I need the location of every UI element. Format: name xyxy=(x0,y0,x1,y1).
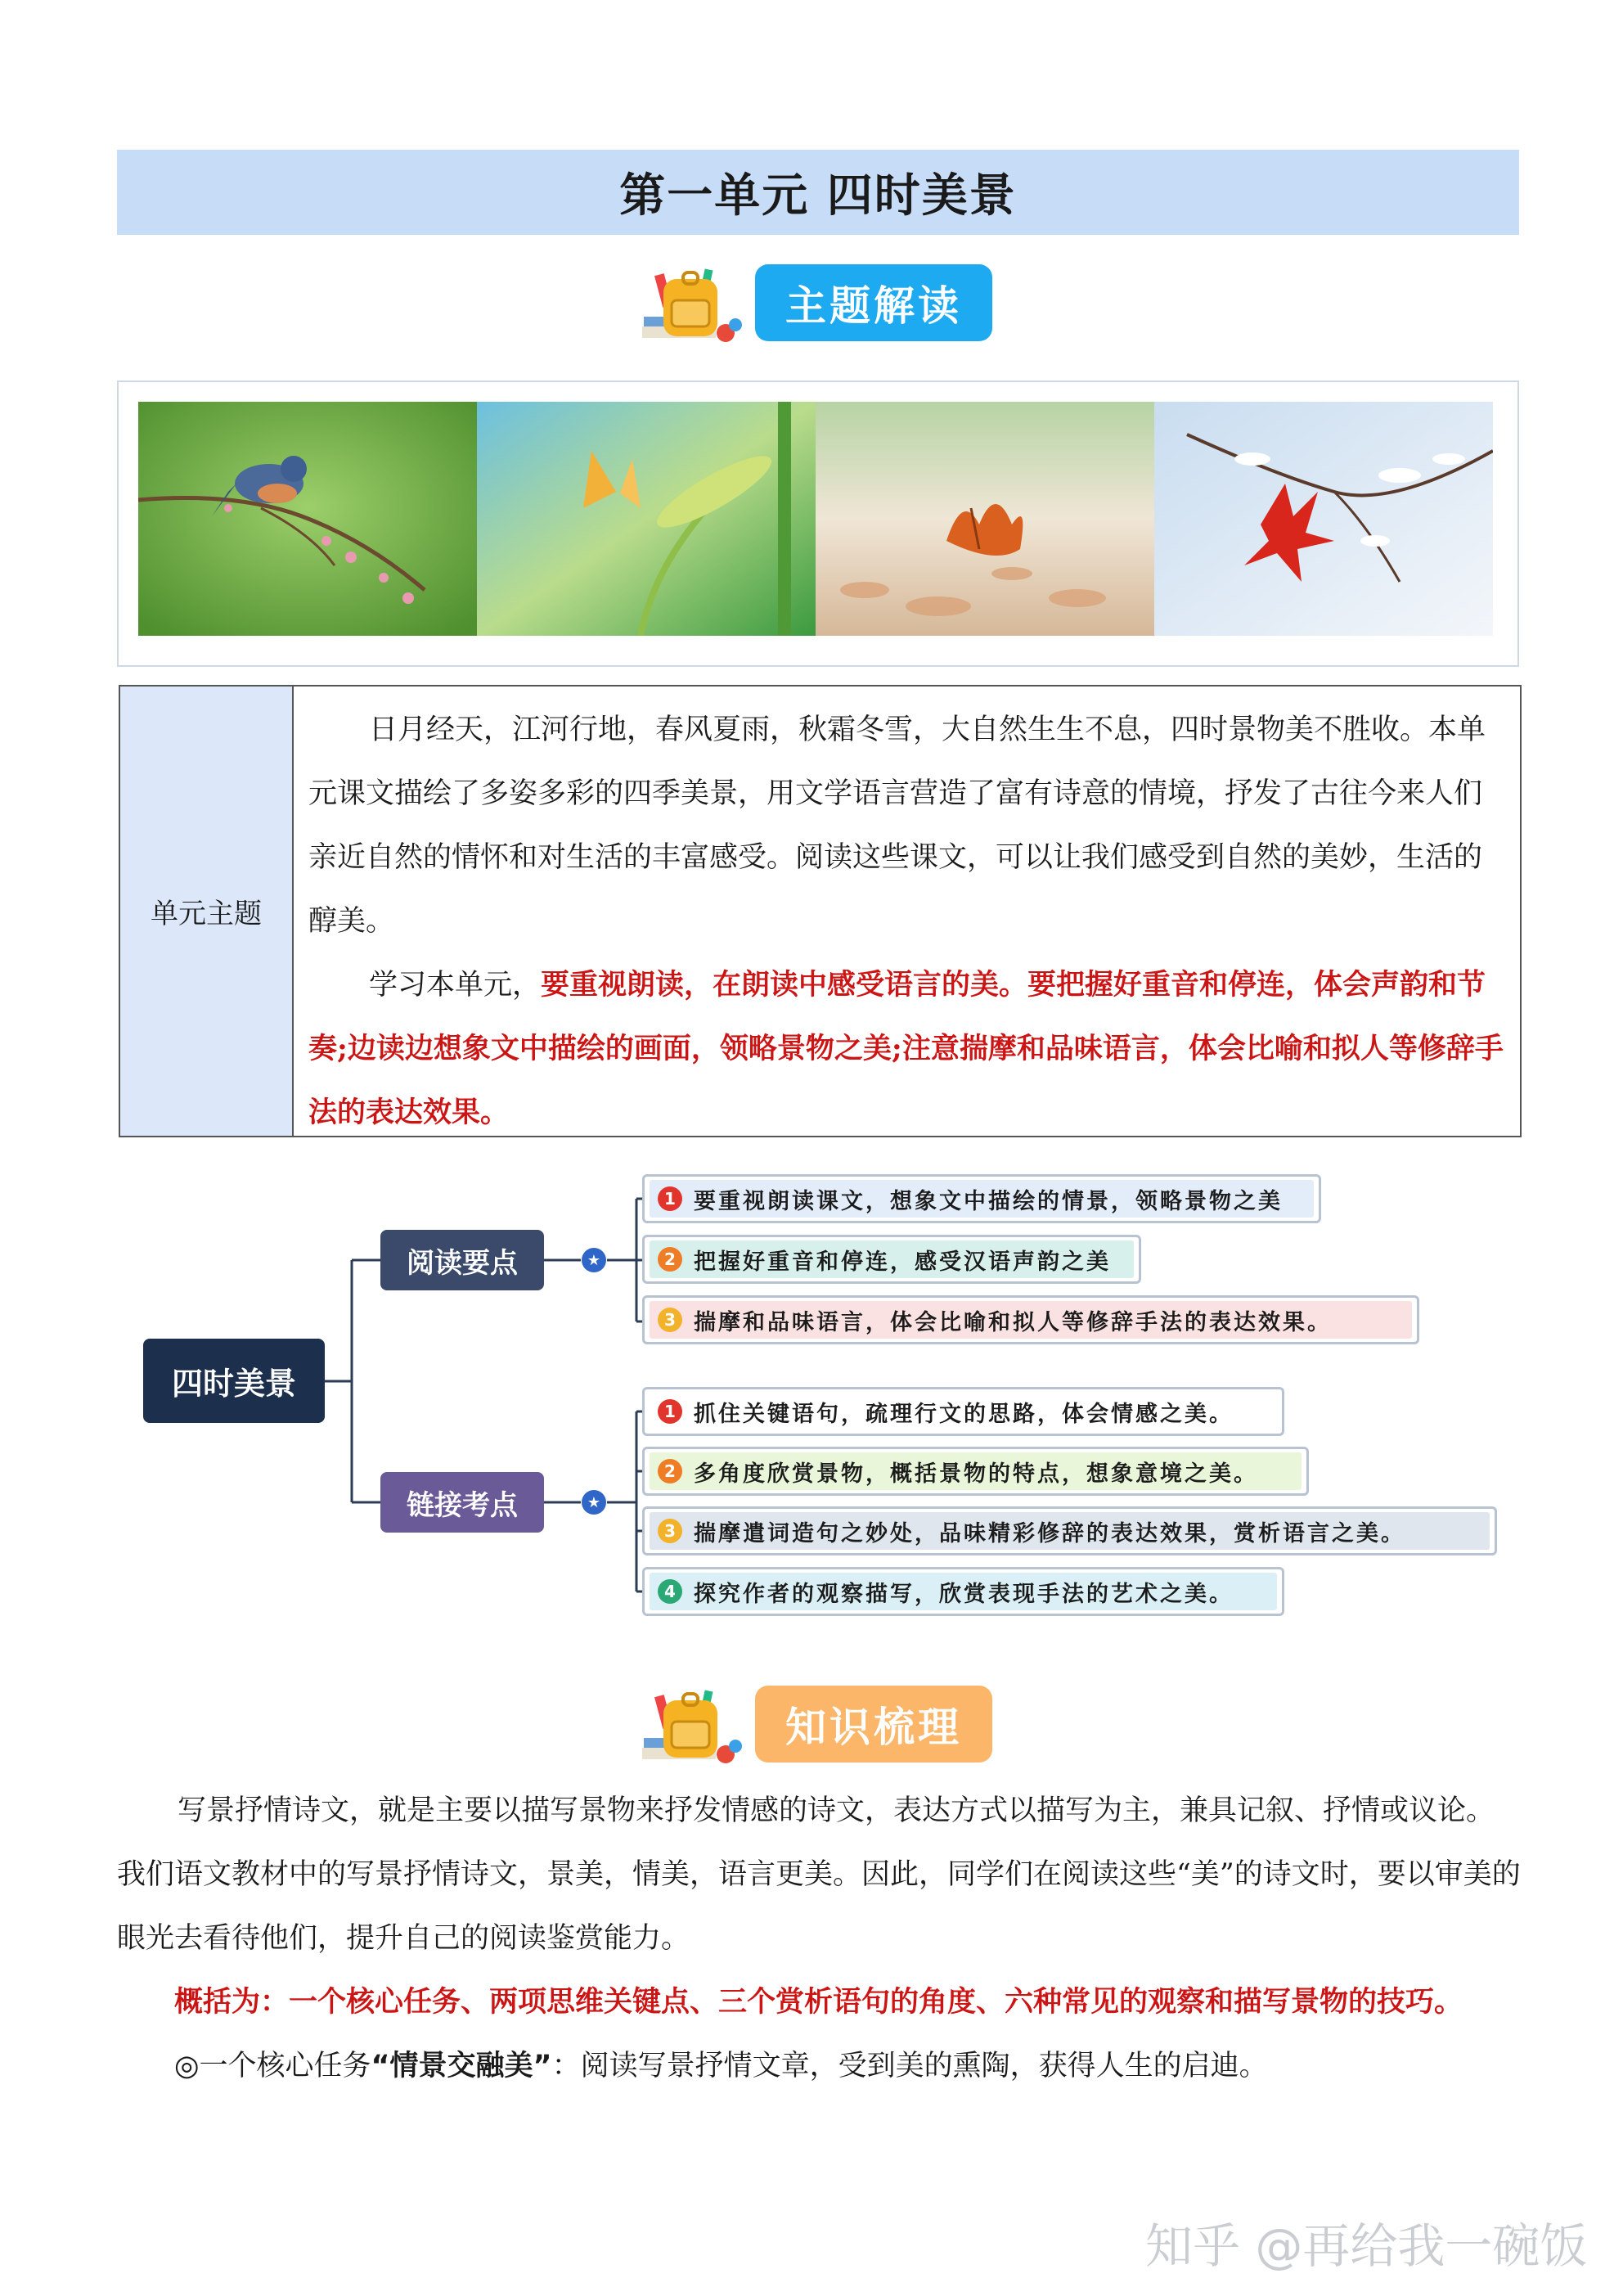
reading-point-1: 1 要重视朗读课文，想象文中描绘的情景，领略景物之美 xyxy=(642,1174,1321,1223)
school-bag-icon xyxy=(634,258,749,348)
mindmap-branch-reading: 阅读要点 xyxy=(380,1230,544,1290)
star-icon: ★ xyxy=(582,1248,606,1272)
watermark: 知乎 @再给我一碗饭 xyxy=(1145,2218,1588,2274)
core-task-prefix: ◎一个核心任务 xyxy=(174,2050,371,2082)
unit-theme-table xyxy=(119,685,1522,1137)
autumn-leaf-image xyxy=(816,402,1154,636)
star-icon: ★ xyxy=(582,1490,606,1515)
exam-point-4: 4 探究作者的观察描写，欣赏表现手法的艺术之美。 xyxy=(642,1567,1284,1616)
section-label-knowledge: 知识梳理 xyxy=(755,1686,992,1763)
core-task-rest: ：阅读写景抒情文章，受到美的熏陶，获得人生的启迪。 xyxy=(551,2050,1268,2082)
exam-point-3: 3 揣摩遣词造句之妙处，品味精彩修辞的表达效果，赏析语言之美。 xyxy=(642,1506,1497,1555)
core-task-key: “情景交融美” xyxy=(371,2050,552,2082)
section-header-knowledge xyxy=(634,1679,992,1769)
knowledge-paragraph: 写景抒情诗文，就是主要以描写景物来抒发情感的诗文，表达方式以描写为主，兼具记叙、抒情或议论。我们语文教材中的写景抒情诗文，景美，情美，语言更美。因此，同学们在阅读这些“美”的诗文时，要以审美的眼光去看待他们，提升自己的阅读鉴赏能力。 xyxy=(117,1794,1521,1955)
theme-paragraph-1: 日月经天，江河行地，春风夏雨，秋霜冬雪，大自然生生不息，四时景物美不胜收。本单元课文描绘了多姿多彩的四季美景，用文学语言营造了富有诗意的情境，抒发了古往今来人们亲近自然的情怀和对生活的丰富感受。阅读这些课文，可以让我们感受到自然的美妙，生活的醇美。 xyxy=(308,714,1486,938)
reading-point-2: 2 把握好重音和停连，感受汉语声韵之美 xyxy=(642,1235,1141,1284)
winter-maple-image xyxy=(1154,402,1493,636)
knowledge-summary: 概括为：一个核心任务、两项思维关键点、三个赏析语句的角度、六种常见的观察和描写景物的技巧。 xyxy=(174,1985,1463,2019)
page-title: 第一单元 四时美景 xyxy=(619,169,1017,223)
theme-p2-lead: 学习本单元， xyxy=(369,969,542,1002)
exam-point-2: 2 多角度欣赏景物，概括景物的特点，想象意境之美。 xyxy=(642,1447,1309,1496)
page-title-bar xyxy=(117,150,1519,235)
unit-theme-label: 单元主题 xyxy=(120,687,294,1136)
spring-bird-image xyxy=(138,402,477,636)
theme-p2-emphasis: 要重视朗读，在朗读中感受语言的美。要把握好重音和停连，体会声韵和节奏;边读边想象文中描绘的画面，领略景物之美;注意揣摩和品味语言，体会比喻和拟人等修辞手法的表达效果。 xyxy=(308,968,1504,1129)
theme-paragraph-2 xyxy=(308,953,1505,1145)
unit-theme-content xyxy=(294,687,1520,1136)
reading-point-3: 3 揣摩和品味语言，体会比喻和拟人等修辞手法的表达效果。 xyxy=(642,1295,1419,1344)
summer-butterfly-image xyxy=(477,402,816,636)
exam-point-1: 1 抓住关键语句，疏理行文的思路，体会情感之美。 xyxy=(642,1387,1284,1436)
core-task-line xyxy=(117,2034,1521,2098)
section-header-theme xyxy=(634,258,992,348)
season-image-strip xyxy=(117,380,1519,667)
school-bag-icon xyxy=(634,1679,749,1769)
mindmap-branch-exam: 链接考点 xyxy=(380,1472,544,1533)
mindmap-root: 四时美景 xyxy=(143,1339,325,1423)
section-label-theme: 主题解读 xyxy=(755,264,992,341)
